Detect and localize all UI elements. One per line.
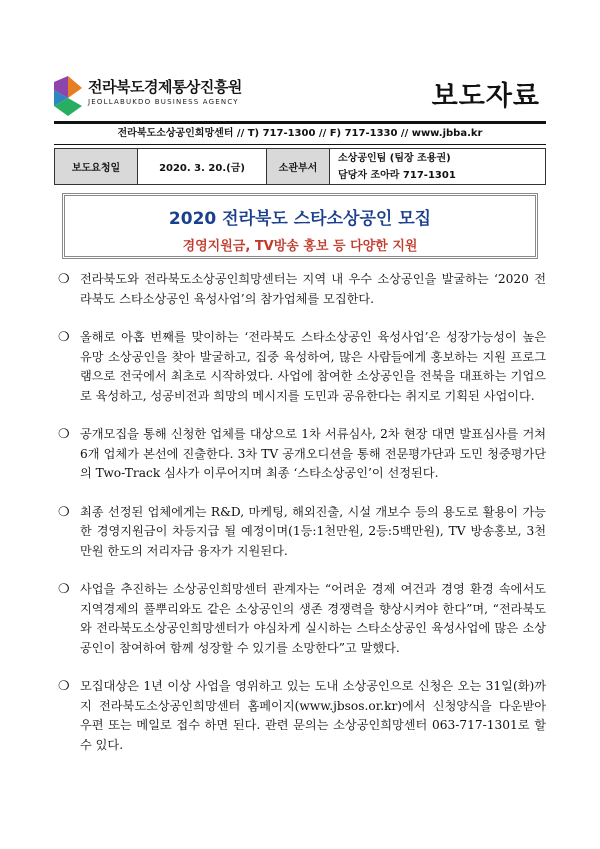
article-body (54, 270, 546, 774)
logo-mark-icon (54, 76, 84, 116)
paragraph-text: 모집대상은 1년 이상 사업을 영위하고 있는 도내 소상공인으로 신청은 오는 31일(화)까지 전라북도소상공인희망센터 홈페이지(www.jbsos.or.kr)에서 신청양식을 다운받아 우편 또는 메일로 접수 하면 된다. 관련 문의는 소상공인희망센터 063-717-1301로 할 수 있다. (80, 679, 546, 752)
paragraph (54, 677, 546, 755)
org-name: 전라북도경제통상진흥원 (88, 78, 242, 96)
department-contact: 담당자 조아라 717-1301 (338, 169, 456, 181)
bullet-circle-icon: ❍ (58, 679, 70, 694)
bullet-circle-icon: ❍ (58, 330, 70, 345)
paragraph (54, 503, 546, 562)
paragraph-text: 올해로 아홉 번째를 맞이하는 ‘전라북도 스타소상공인 육성사업’은 성장가능성이 높은 유망 소상공인을 찾아 발굴하고, 집중 육성하여, 많은 사람들에게 홍보하는 지원 프로그램으로 전국에서 최초로 시작하였다. 사업에 참여한 소상공인을 전북을 대표하는 기업으로 육성하고, 성공비전과 희망의 메시지를 도민과 공유한다는 취지로 기획된 사업이다. (80, 330, 546, 403)
department-info (330, 149, 546, 185)
request-date-value: 2020. 3. 20.(금) (138, 149, 267, 185)
headline-box (62, 193, 538, 259)
paragraph (54, 425, 546, 484)
bullet-circle-icon: ❍ (58, 272, 70, 287)
paragraph (54, 580, 546, 658)
department-team: 소상공인팀 (팀장 조용권) (338, 152, 451, 164)
bullet-circle-icon: ❍ (58, 427, 70, 442)
paragraph (54, 270, 546, 309)
release-meta-table (54, 148, 546, 185)
press-release-title: 보도자료 (431, 81, 540, 112)
request-date-label: 보도요청일 (55, 149, 138, 185)
contact-line: 전라북도소상공인희망센터 // T) 717-1300 // F) 717-1330 // www.jbba.kr (54, 124, 546, 145)
paragraph-text: 공개모집을 통해 신청한 업체를 대상으로 1차 서류심사, 2차 현장 대면 발표심사를 거쳐 6개 업체가 본선에 진출한다. 3차 TV 공개오디션을 통해 전문평가단과 도민 청중평가단의 Two-Track 심사가 이루어지며 최종 ‘스타소상공인’이 선정된다. (80, 427, 546, 480)
paragraph (54, 328, 546, 406)
headline-subtitle: 경영지원금, TV방송 홍보 등 다양한 지원 (182, 239, 418, 254)
paragraph-text: 전라북도와 전라북도소상공인희망센터는 지역 내 우수 소상공인을 발굴하는 ‘2020 전라북도 스타소상공인 육성사업’의 참가업체를 모집한다. (80, 272, 546, 306)
bullet-circle-icon: ❍ (58, 582, 70, 597)
headline-title: 2020 전라북도 스타소상공인 모집 (168, 209, 432, 229)
organization-logo (54, 74, 294, 120)
paragraph-text: 사업을 추진하는 소상공인희망센터 관계자는 “어려운 경제 여건과 경영 환경 속에서도 지역경제의 풀뿌리와도 같은 소상공인의 생존 경쟁력을 향상시켜야 한다”며, “전라북도와 전라북도소상공인희망센터가 야심차게 실시하는 스타소상공인 육성사업에 많은 소상공인이 참여하여 함께 성장할 수 있기를 소망한다”고 말했다. (80, 582, 546, 655)
org-subtitle: JEOLLABUKDO BUSINESS AGENCY (88, 98, 239, 106)
department-label: 소관부서 (267, 149, 330, 185)
paragraph-text: 최종 선정된 업체에게는 R&D, 마케팅, 해외진출, 시설 개보수 등의 용도로 활용이 가능한 경영지원금이 차등지급 될 예정이며(1등:1천만원, 2등:5백만원), TV 방송홍보, 3천만원 한도의 저리자금 융자가 지원된다. (80, 504, 546, 558)
bullet-circle-icon: ❍ (58, 504, 70, 520)
